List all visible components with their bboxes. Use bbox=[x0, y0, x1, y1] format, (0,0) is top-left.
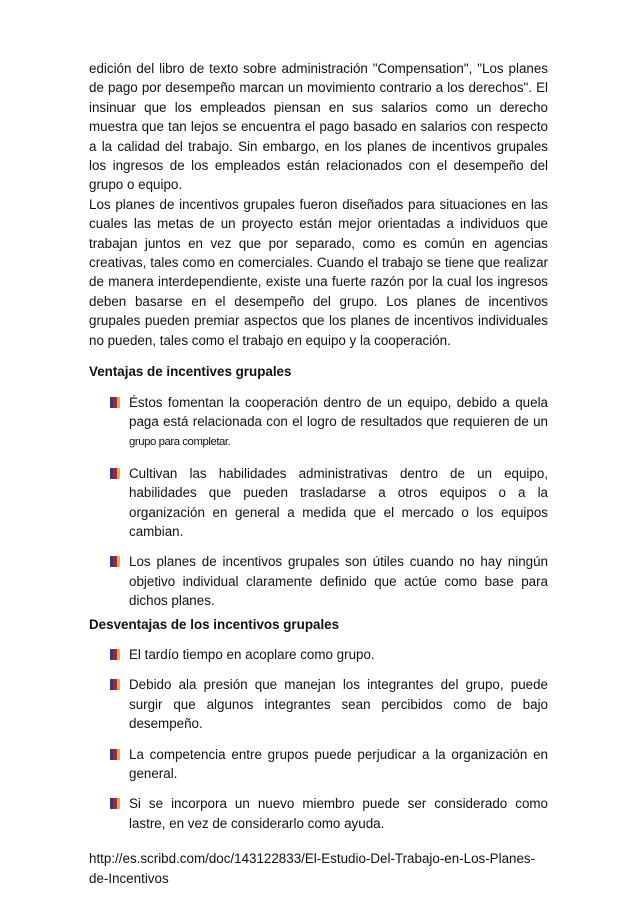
list-item bbox=[89, 464, 548, 542]
list-item-text: Cultivan las habilidades administrativas dentro de un equipo, habilidades que pueden trasladarse a otros equipos o a la organización en general a medida que el mercado o los equipos cambian. bbox=[129, 465, 548, 539]
list-item bbox=[89, 794, 548, 833]
list-item-text: Si se incorpora un nuevo miembro puede ser considerado como lastre, en vez de considerarlo como ayuda. bbox=[129, 796, 548, 831]
list-item-text: Éstos fomentan la cooperación dentro de un equipo, debido a quela paga está relacionada con el logro de resultados que requieren de un bbox=[129, 394, 548, 429]
list-item-text-tail: grupo para completar. bbox=[129, 436, 231, 449]
list-item bbox=[89, 675, 548, 733]
list-item bbox=[89, 552, 548, 610]
desventajas-list bbox=[89, 645, 548, 833]
bullet-mark-icon bbox=[110, 397, 120, 408]
list-item-text: Debido ala presión que manejan los integrantes del grupo, puede surgir que algunos integrantes sean percibidos como de bajo desempeño. bbox=[129, 677, 548, 732]
list-item bbox=[89, 745, 548, 784]
incentives-paragraph: Los planes de incentivos grupales fueron diseñados para situaciones en las cuales las metas de un proyecto están mejor orientadas a individuos que trabajan juntos en vez que por separado, como es común en agencias creativas, tales como en comerciales. Cuando el trabajo se tiene que realizar de manera interdependiente, existe una fuerte razón por la cual los ingresos deben basarse en el desempeño del grupo. Los planes de incentivos grupales pueden premiar aspectos que los planes de incentivos individuales no pueden, tales como el trabajo en equipo y la cooperación. bbox=[89, 196, 548, 348]
list-item bbox=[89, 645, 548, 664]
list-item bbox=[89, 393, 548, 453]
ventajas-heading: Ventajas de incentives grupales bbox=[89, 364, 292, 380]
bullet-mark-icon bbox=[110, 556, 120, 567]
source-link[interactable]: http://es.scribd.com/doc/143122833/El-Estudio-Del-Trabajo-en-Los-Planes-de-Incentivos bbox=[89, 851, 536, 886]
desventajas-heading: Desventajas de los incentivos grupales bbox=[89, 616, 340, 632]
list-item-text: El tardío tiempo en acoplare como grupo. bbox=[129, 646, 375, 662]
ventajas-list bbox=[89, 393, 548, 611]
document-page bbox=[89, 59, 548, 888]
bullet-mark-icon bbox=[110, 679, 120, 690]
bullet-mark-icon bbox=[110, 749, 120, 760]
bullet-mark-icon bbox=[110, 468, 120, 479]
list-item-text: La competencia entre grupos puede perjudicar a la organización en general. bbox=[129, 746, 548, 781]
bullet-mark-icon bbox=[110, 649, 120, 660]
list-item-text: Los planes de incentivos grupales son útiles cuando no hay ningún objetivo individual claramente definido que actúe como base para dichos planes. bbox=[129, 554, 548, 609]
intro-paragraph: edición del libro de texto sobre administración "Compensation", "Los planes de pago por desempeño marcan un movimiento contrario a los derechos". El insinuar que los empleados piensan en sus salarios como un derecho muestra que tan lejos se encuentra el pago basado en salarios con respecto a la calidad del trabajo. Sin embargo, en los planes de incentivos grupales los ingresos de los empleados están relacionados con el desempeño del grupo o equipo. bbox=[89, 61, 548, 193]
bullet-mark-icon bbox=[110, 798, 120, 809]
